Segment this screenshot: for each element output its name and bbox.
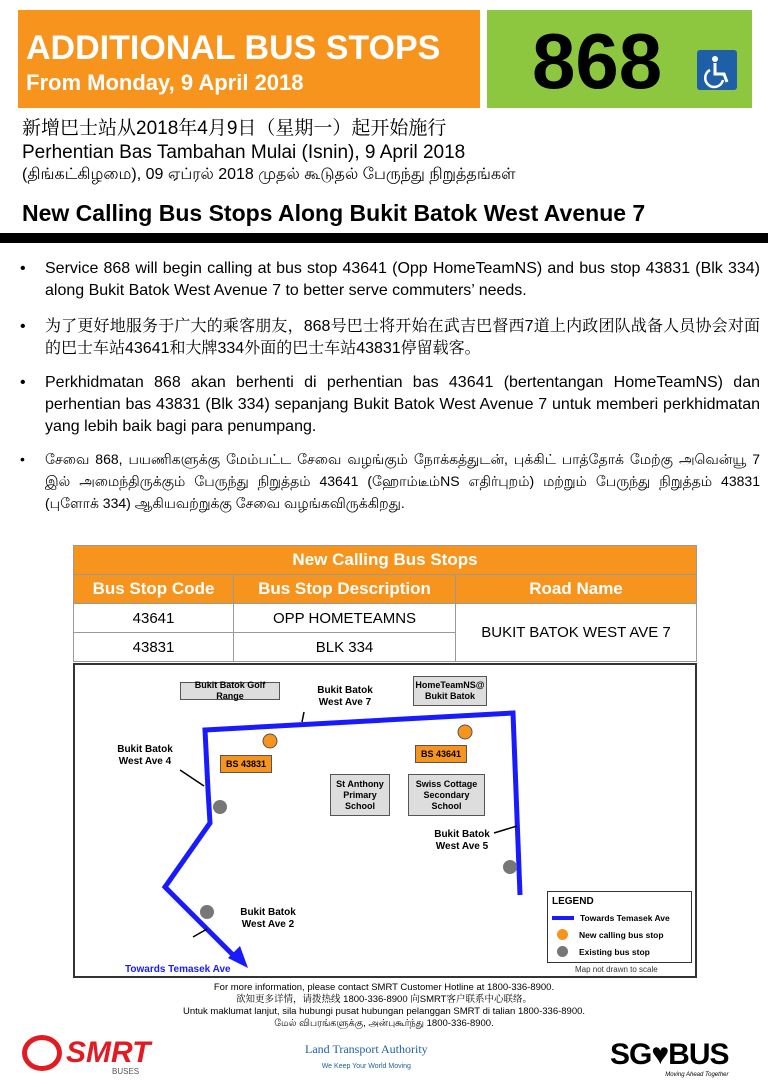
main-title: New Calling Bus Stops Along Bukit Batok West Avenue 7 [22,200,646,226]
table-row: 43641 OPP HOMETEAMNS BUKIT BATOK WEST AVE 7 [74,604,697,633]
new-stop-icon [557,929,568,940]
smrt-logo: SMRT BUSES [22,1035,150,1076]
subtitle-chinese: 新增巴士站从2018年4月9日（星期一）起开始施行 [22,118,447,139]
bullet-chinese: • 为了更好地服务于广大的乘客朋友，868号巴士将开始在武吉巴督西7道上内政团队战备人员协会对面的巴士车站43641和大牌334外面的巴士车站43831停留载客。 [20,318,760,357]
divider-bar [0,233,768,243]
wheelchair-icon [697,50,737,90]
sgbus-logo: SG♥BUS Moving Ahead Together [610,1038,729,1078]
existing-stop-icon [557,946,568,957]
st-anthony-label: St Anthony Primary School [330,774,390,816]
bus-stops-table [73,545,697,662]
bullet-tamil: • சேவை 868, பயணிகளுக்கு மேம்பட்ட சேவை வழங்கும் நோக்கத்துடன், புக்கிட் பாத்தோக் மேற்கு அவென்யூ 7 இல் அமைந்திருக்கும் பேருந்து நிறுத்தம் 43641 (ஹோம்டீம்NS எதிர்புறம்) மற்றும் பேருந்து நிறுத்தம் 43831 (புளோக் 334) ஆகியவற்றுக்கு சேவை வழங்கவிருக்கிறது. [20,451,760,511]
subtitle-malay: Perhentian Bas Tambahan Mulai (Isnin), 9 April 2018 [22,142,466,163]
col-code: Bus Stop Code [74,575,234,604]
footer-contact: For more information, please contact SMRT Customer Hotline at 1800-336-8900. 欲知更多详情，请拨热线 1800-336-8900 向SMRT客户联系中心联络。 Untuk maklumat lanjut, sila hubungi pusat hubungan pelanggan SMRT di talian 1800-336-8900. மேல் விபரங்களுக்கு, அன்புகூர்ந்து 1800-336-8900. [182,982,586,1029]
col-desc: Bus Stop Description [234,575,456,604]
header-date: From Monday, 9 April 2018 [26,70,304,95]
service-number: 868 [532,17,663,105]
bs-43831-label: BS 43831 [220,755,272,773]
ave5-label: Bukit Batok West Ave 5 [434,829,490,852]
service-banner [487,10,752,108]
table-row: 43831 BLK 334 [74,633,697,662]
scale-note: Map not drawn to scale [575,965,658,974]
towards-label: Towards Temasek Ave [125,964,231,975]
bullet-malay: • Perkhidmatan 868 akan berhenti di perhentian bas 43641 (bertentangan HomeTeamNS) dan perhentian bas 43831 (Blk 334) sepanjang Bukit Batok West Avenue 7 untuk memberi perkhidmatan yang lebih baik bagi para penumpang. [20,374,760,435]
lta-logo: Land Transport Authority We Keep Your World Moving [305,1042,428,1070]
col-road: Road Name [456,575,697,604]
ave4-label: Bukit Batok West Ave 4 [117,744,173,767]
route-legend-icon [552,916,574,920]
route-map [73,663,697,978]
header-banner [18,10,480,108]
bullet-english: • Service 868 will begin calling at bus stop 43641 (Opp HomeTeamNS) and bus stop 43831 (Blk 334) along Bukit Batok West Avenue 7 to better serve commuters’ needs. [20,260,760,299]
subtitle-tamil: (திங்கட்கிழமை), 09 ஏப்ரல் 2018 முதல் கூடுதல் பேருந்து நிறுத்தங்கள் [22,166,516,183]
swiss-cottage-label: Swiss Cottage Secondary School [408,774,485,816]
bs-43641-label: BS 43641 [415,745,467,763]
table-title: New Calling Bus Stops [74,546,697,575]
ave7-label: Bukit Batok West Ave 7 [317,685,373,708]
ave2-label: Bukit Batok West Ave 2 [240,907,296,930]
map-legend: LEGEND Towards Temasek Ave New calling bus stop Existing bus stop [547,891,692,963]
golf-range-label: Bukit Batok Golf Range [180,682,280,700]
hometeamns-label: HomeTeamNS@ Bukit Batok [413,676,487,706]
header-title: ADDITIONAL BUS STOPS [26,29,441,67]
